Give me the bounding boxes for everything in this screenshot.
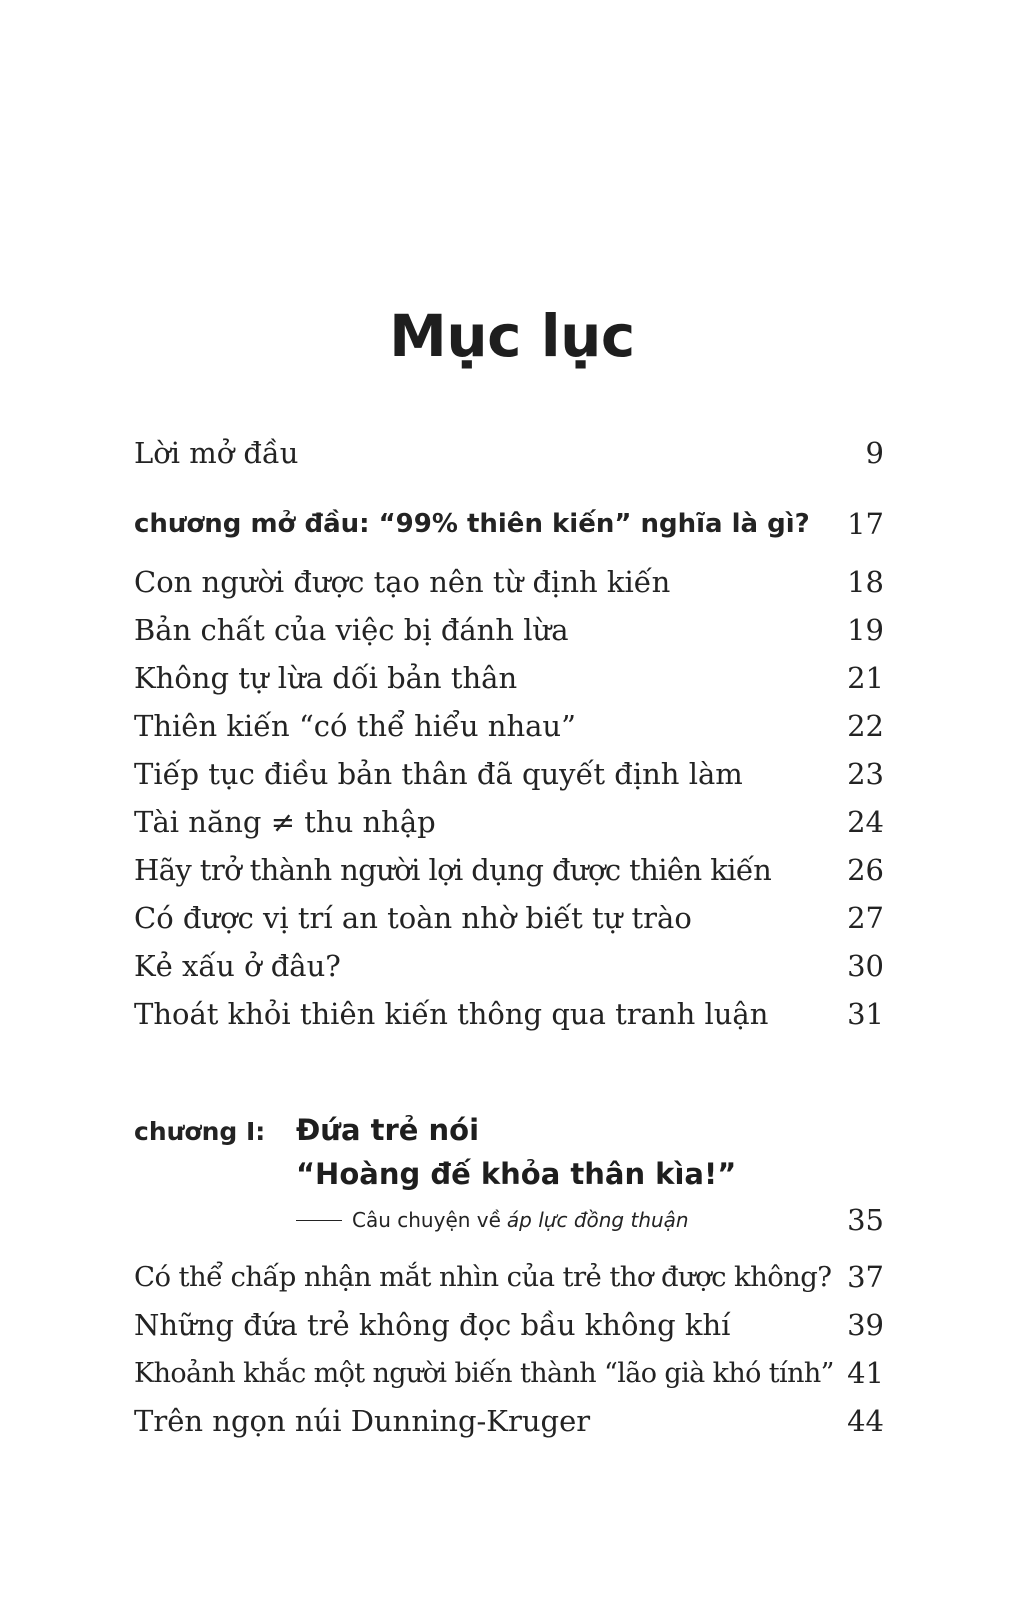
chapter-prefix: chương I:: [134, 1117, 266, 1146]
chapter-heading-page: 17: [847, 507, 884, 541]
toc-entry-label: Kẻ xấu ở đâu?: [134, 949, 341, 983]
toc-entry-page: 30: [847, 949, 884, 983]
toc-entry-page: 41: [847, 1356, 884, 1390]
chapter-title-line-1: Đứa trẻ nói: [296, 1113, 480, 1147]
toc-entry-preface[interactable]: [134, 430, 884, 476]
toc-entry-label: Tiếp tục điều bản thân đã quyết định làm: [134, 757, 743, 791]
toc-entry-label: Tài năng ≠ thu nhập: [134, 805, 436, 839]
toc-entry-page: 44: [847, 1404, 884, 1438]
toc-entry-page: 18: [847, 565, 884, 599]
toc-entry-page: 39: [847, 1308, 884, 1342]
toc-entry-label: Hãy trở thành người lợi dụng được thiên kiến: [134, 853, 772, 887]
toc-entry[interactable]: [134, 1398, 884, 1444]
chapter-title-line-2: “Hoàng đế khỏa thân kìa!”: [296, 1157, 737, 1191]
toc-entry-label: Trên ngọn núi Dunning-Kruger: [134, 1404, 591, 1438]
toc-entry-page: 19: [847, 613, 884, 647]
toc-entry-label: Không tự lừa dối bản thân: [134, 661, 518, 695]
toc-entry[interactable]: [134, 1302, 884, 1348]
toc-entry-page: 26: [847, 853, 884, 887]
toc-entry[interactable]: [134, 703, 884, 749]
em-dash-rule: [296, 1220, 342, 1221]
page-title: Mục lục: [389, 301, 635, 370]
toc-entry[interactable]: [134, 943, 884, 989]
toc-entry[interactable]: [134, 1254, 884, 1300]
toc-entry-page: 24: [847, 805, 884, 839]
chapter-heading-page: 35: [847, 1203, 884, 1237]
toc-entry-label: Thiên kiến “có thể hiểu nhau”: [134, 709, 576, 743]
chapter-subtitle-row: [296, 1200, 884, 1240]
toc-entry-label: Có được vị trí an toàn nhờ biết tự trào: [134, 901, 692, 935]
chapter-subtitle: [296, 1208, 689, 1232]
toc-entry-label: Những đứa trẻ không đọc bầu không khí: [134, 1308, 731, 1342]
toc-entry[interactable]: [134, 847, 884, 893]
toc-entry[interactable]: [134, 751, 884, 797]
toc-entry-page: 27: [847, 901, 884, 935]
toc-entry-page: 31: [847, 997, 884, 1031]
toc-entry[interactable]: [134, 559, 884, 605]
toc-entry-page: 22: [847, 709, 884, 743]
toc-entry-label: Con người được tạo nên từ định kiến: [134, 565, 671, 599]
toc-entry[interactable]: [134, 991, 884, 1037]
toc-entry-page: 21: [847, 661, 884, 695]
chapter-heading-label: chương mở đầu: “99% thiên kiến” nghĩa là gì?: [134, 509, 810, 539]
toc-entry-page: 37: [847, 1260, 884, 1294]
toc-entry-page: 23: [847, 757, 884, 791]
toc-entry[interactable]: [134, 799, 884, 845]
toc-entry-label: Khoảnh khắc một người biến thành “lão già khó tính”: [134, 1357, 834, 1389]
toc-chapter-intro-heading[interactable]: [134, 501, 884, 547]
toc-entry[interactable]: [134, 607, 884, 653]
chapter-subtitle-plain: Câu chuyện về: [352, 1208, 501, 1232]
toc-entry[interactable]: [134, 1350, 884, 1396]
toc-entry-label: Lời mở đầu: [134, 436, 299, 470]
chapter-subtitle-italic: áp lực đồng thuận: [506, 1208, 689, 1232]
toc-entry-page: 9: [865, 436, 884, 470]
toc-entry[interactable]: [134, 895, 884, 941]
toc-entry[interactable]: [134, 655, 884, 701]
toc-entry-label: Thoát khỏi thiên kiến thông qua tranh luận: [134, 997, 769, 1031]
toc-entry-label: Có thể chấp nhận mắt nhìn của trẻ thơ được không?: [134, 1261, 832, 1293]
toc-entry-label: Bản chất của việc bị đánh lừa: [134, 613, 569, 647]
